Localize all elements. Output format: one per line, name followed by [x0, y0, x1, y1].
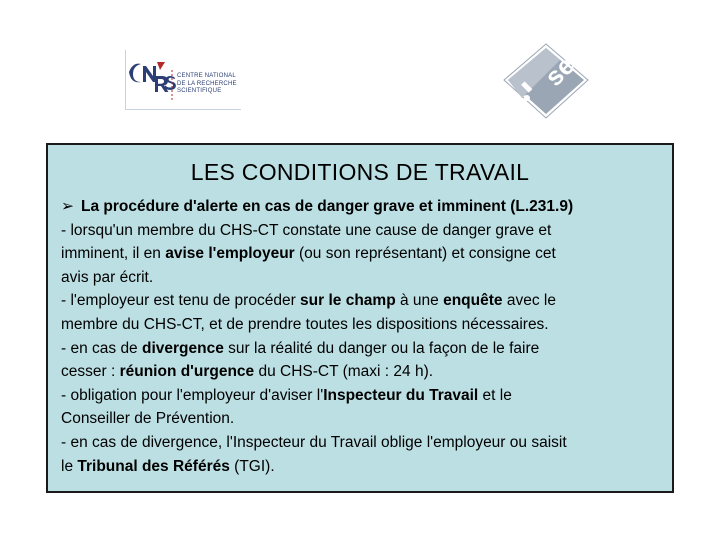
page-title: LES CONDITIONS DE TRAVAIL: [190, 159, 530, 185]
cnrs-logo: [125, 50, 241, 110]
arrow-bullet-icon: ➢: [61, 198, 74, 215]
item-3-line-2: [61, 360, 661, 384]
item-5-line-1: - en cas de divergence, l'Inspecteur du Travail oblige l'employeur ou saisit: [61, 433, 567, 451]
cnrs-logo-line-3: SCIENTIFIQUE: [177, 88, 222, 94]
item-5-line-2-a: le: [61, 457, 78, 475]
item-3-line-2-a: cesser :: [61, 363, 120, 381]
item-1-line-2-a: imminent, il en: [61, 245, 166, 263]
content-panel: [46, 143, 674, 493]
item-4-emphasis: Inspecteur du Travail: [323, 386, 479, 404]
item-2-line-1-c: à une: [395, 292, 444, 310]
ise-logo-mark-icon: [504, 44, 588, 118]
cnrs-logo-text: [177, 73, 237, 96]
item-5-line-2: [61, 455, 661, 479]
item-3-line-2-c: du CHS-CT (maxi : 24 h).: [254, 363, 434, 381]
item-4-line-1: [61, 384, 661, 408]
item-2-line-1-a: - l'employeur est tenu de procéder: [61, 292, 301, 310]
item-1-line-1: - lorsqu'un membre du CHS-CT constate une cause de danger grave et: [61, 221, 552, 239]
item-3-line-1-c: sur la réalité du danger ou la façon de le faire: [223, 339, 540, 357]
item-4-line-2: Conseiller de Prévention.: [61, 410, 235, 428]
svg-text:se: se: [538, 50, 581, 92]
item-5-emphasis: Tribunal des Référés: [77, 457, 230, 475]
item-3-emphasis-1: divergence: [142, 339, 224, 357]
item-3-emphasis-2: réunion d'urgence: [119, 363, 255, 381]
item-3-line-1: [61, 337, 661, 361]
item-1-line-2-c: (ou son représentant) et consigne cet: [294, 245, 556, 263]
item-4-line-1-c: et le: [478, 386, 512, 404]
cnrs-logo-line-1: CENTRE NATIONAL: [177, 73, 236, 79]
item-3-line-1-a: - en cas de: [61, 339, 142, 357]
item-5-line-2-c: (TGI).: [229, 457, 275, 475]
item-2-emphasis-1: sur le champ: [300, 292, 396, 310]
item-1-line-3: avis par écrit.: [61, 268, 154, 286]
cnrs-logo-line-2: DE LA RECHERCHE: [177, 80, 237, 87]
cnrs-divider-icon: [169, 70, 175, 100]
item-1-emphasis: avise l'employeur: [165, 245, 295, 263]
item-2-line-1-e: avec le: [502, 292, 556, 310]
bullet-heading-text: La procédure d'alerte en cas de danger grave et imminent: [81, 198, 506, 215]
panel-body: [61, 195, 661, 478]
item-2-emphasis-2: enquête: [443, 292, 503, 310]
item-1-line-2: [61, 242, 661, 266]
item-2-line-1: [61, 289, 661, 313]
bullet-heading: [61, 195, 661, 219]
item-2-line-2: membre du CHS-CT, et de prendre toutes les dispositions nécessaires.: [61, 315, 549, 333]
ise-logo: [500, 42, 592, 120]
bullet-heading-ref: (L.231.9): [510, 198, 574, 215]
item-4-line-1-a: - obligation pour l'employeur d'aviser l': [61, 386, 324, 404]
